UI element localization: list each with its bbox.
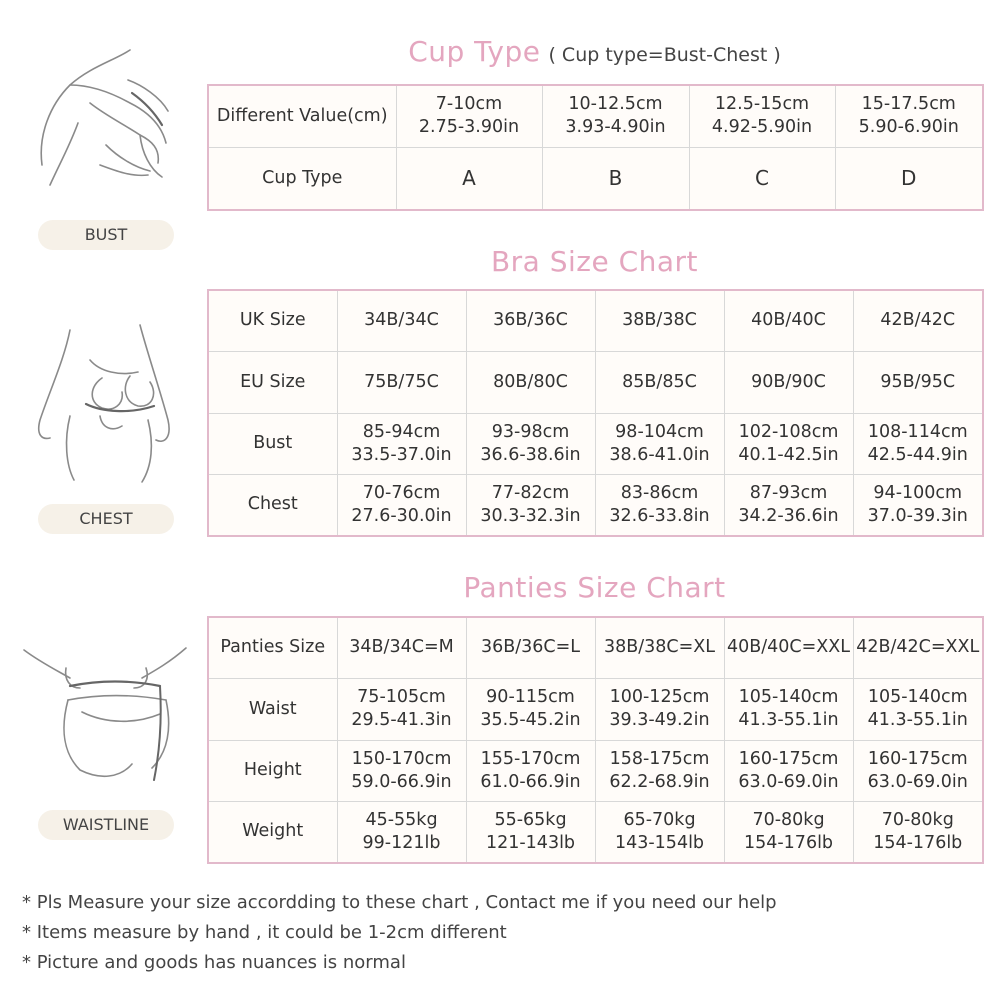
table-cell: 85-94cm 33.5-37.0in — [337, 413, 466, 474]
cup-type-title: Cup Type — [408, 35, 541, 68]
bra-row-uk — [208, 290, 983, 351]
table-cell: 80B/80C — [466, 351, 595, 413]
table-cell: 12.5-15cm 4.92-5.90in — [689, 85, 835, 147]
panties-size-heading — [207, 571, 982, 604]
row-label: Waist — [208, 678, 337, 740]
table-cell: 36B/36C=L — [466, 617, 595, 678]
note-hand-measure: * Items measure by hand , it could be 1-2cm different — [22, 922, 507, 943]
table-cell: 90B/90C — [724, 351, 853, 413]
bra-row-eu — [208, 351, 983, 413]
table-cell: 90-115cm 35.5-45.2in — [466, 678, 595, 740]
table-cell: 94-100cm 37.0-39.3in — [853, 474, 983, 536]
table-cell: 160-175cm 63.0-69.0in — [853, 740, 983, 801]
note-measure: * Pls Measure your size accordding to these chart , Contact me if you need our help — [22, 892, 777, 913]
row-label: Chest — [208, 474, 337, 536]
table-cell: 38B/38C — [595, 290, 724, 351]
cup-type-heading — [207, 35, 982, 68]
bust-label: BUST — [38, 220, 174, 250]
chest-measure-illustration — [30, 320, 180, 485]
row-label: Panties Size — [208, 617, 337, 678]
panties-row-size — [208, 617, 983, 678]
table-cell: 36B/36C — [466, 290, 595, 351]
table-cell: 7-10cm 2.75-3.90in — [396, 85, 542, 147]
table-cell: 70-80kg 154-176lb — [724, 801, 853, 863]
table-cell: 55-65kg 121-143lb — [466, 801, 595, 863]
table-cell: 34B/34C — [337, 290, 466, 351]
table-cell: 75B/75C — [337, 351, 466, 413]
panties-row-waist — [208, 678, 983, 740]
cup-row-type — [208, 147, 983, 210]
table-cell: 70-80kg 154-176lb — [853, 801, 983, 863]
table-cell: 105-140cm 41.3-55.1in — [853, 678, 983, 740]
bra-size-heading — [207, 245, 982, 278]
row-label: Bust — [208, 413, 337, 474]
row-label: Weight — [208, 801, 337, 863]
bra-row-chest — [208, 474, 983, 536]
panties-size-title: Panties Size Chart — [463, 571, 726, 604]
row-label: Different Value(cm) — [208, 85, 396, 147]
row-label: UK Size — [208, 290, 337, 351]
panties-row-weight — [208, 801, 983, 863]
cup-row-difference — [208, 85, 983, 147]
table-cell: A — [396, 147, 542, 210]
table-cell: 70-76cm 27.6-30.0in — [337, 474, 466, 536]
table-cell: 155-170cm 61.0-66.9in — [466, 740, 595, 801]
table-cell: 105-140cm 41.3-55.1in — [724, 678, 853, 740]
table-cell: C — [689, 147, 835, 210]
bra-row-bust — [208, 413, 983, 474]
table-cell: B — [542, 147, 689, 210]
chest-label: CHEST — [38, 504, 174, 534]
table-cell: 98-104cm 38.6-41.0in — [595, 413, 724, 474]
table-cell: 160-175cm 63.0-69.0in — [724, 740, 853, 801]
panties-row-height — [208, 740, 983, 801]
row-label: Cup Type — [208, 147, 396, 210]
cup-type-table — [207, 84, 984, 211]
table-cell: 85B/85C — [595, 351, 724, 413]
bra-size-title: Bra Size Chart — [490, 245, 699, 278]
table-cell: 150-170cm 59.0-66.9in — [337, 740, 466, 801]
table-cell: 45-55kg 99-121lb — [337, 801, 466, 863]
table-cell: 40B/40C=XXL — [724, 617, 853, 678]
table-cell: 42B/42C — [853, 290, 983, 351]
table-cell: 15-17.5cm 5.90-6.90in — [835, 85, 983, 147]
panties-size-table — [207, 616, 984, 864]
table-cell: 87-93cm 34.2-36.6in — [724, 474, 853, 536]
row-label: EU Size — [208, 351, 337, 413]
table-cell: 158-175cm 62.2-68.9in — [595, 740, 724, 801]
table-cell: 95B/95C — [853, 351, 983, 413]
note-nuances: * Picture and goods has nuances is normal — [22, 952, 406, 973]
row-label: Height — [208, 740, 337, 801]
bra-size-table — [207, 289, 984, 537]
cup-type-subtitle: ( Cup type=Bust-Chest ) — [548, 44, 781, 66]
notes — [22, 888, 982, 978]
table-cell: 93-98cm 36.6-38.6in — [466, 413, 595, 474]
table-cell: 65-70kg 143-154lb — [595, 801, 724, 863]
table-cell: 100-125cm 39.3-49.2in — [595, 678, 724, 740]
table-cell: 108-114cm 42.5-44.9in — [853, 413, 983, 474]
waistline-measure-illustration — [20, 640, 190, 790]
table-cell: 10-12.5cm 3.93-4.90in — [542, 85, 689, 147]
table-cell: 77-82cm 30.3-32.3in — [466, 474, 595, 536]
table-cell: 38B/38C=XL — [595, 617, 724, 678]
table-cell: 42B/42C=XXL — [853, 617, 983, 678]
table-cell: 75-105cm 29.5-41.3in — [337, 678, 466, 740]
table-cell: 34B/34C=M — [337, 617, 466, 678]
table-cell: 102-108cm 40.1-42.5in — [724, 413, 853, 474]
waistline-label: WAISTLINE — [38, 810, 174, 840]
table-cell: 83-86cm 32.6-33.8in — [595, 474, 724, 536]
table-cell: 40B/40C — [724, 290, 853, 351]
table-cell: D — [835, 147, 983, 210]
bust-measure-illustration — [30, 45, 180, 195]
